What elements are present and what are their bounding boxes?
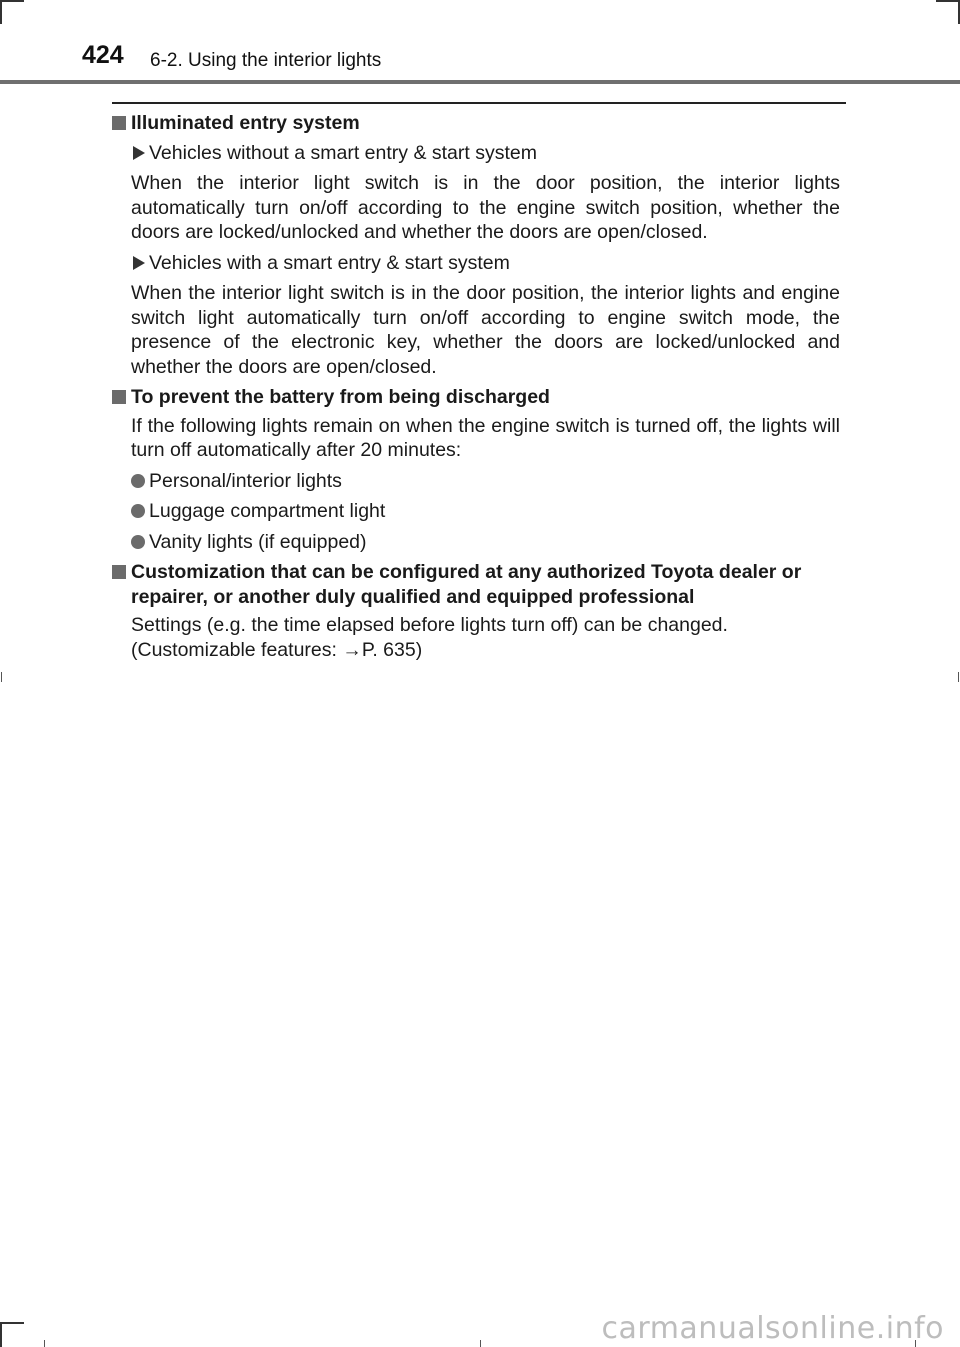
crop-mark-top-left-h	[0, 0, 24, 2]
circle-bullet-icon	[131, 504, 145, 518]
cross-reference: (Customizable features: →P. 635)	[131, 638, 423, 661]
paragraph: If the following lights remain on when the engine switch is turned off, the lights will turn off automatically after 20 minutes:	[131, 414, 840, 461]
page-number: 424	[82, 41, 124, 69]
crop-tick-left	[1, 672, 2, 682]
triangle-right-icon	[133, 146, 145, 160]
square-bullet-icon	[112, 116, 126, 130]
triangle-right-icon	[133, 256, 145, 270]
crop-mark-bottom-left-h	[0, 1322, 24, 1324]
heading-text: Customization that can be configured at any authorized Toyota dealer or repairer, or another duly qualified and equipped professional	[131, 561, 802, 608]
paragraph: Settings (e.g. the time elapsed before lights turn off) can be changed.	[131, 614, 728, 636]
crop-tick-bottom-1	[44, 1340, 45, 1347]
content-rule	[112, 102, 846, 104]
square-bullet-icon	[112, 565, 126, 579]
list-item-text: Vanity lights (if equipped)	[149, 530, 367, 553]
heading-battery	[112, 385, 846, 410]
paragraph: When the interior light switch is in the door position, the interior lights automatically turn on/off according to the engine switch position, whether the doors are locked/unlocked and whether the doors are open/closed.	[131, 172, 840, 243]
list-item	[131, 499, 846, 524]
watermark: carmanualsonline.info	[601, 1311, 944, 1346]
content	[112, 111, 846, 668]
heading-customization	[112, 560, 846, 609]
circle-bullet-icon	[131, 535, 145, 549]
subheading-text: Vehicles with a smart entry & start system	[149, 251, 510, 274]
crop-mark-top-right-h	[936, 0, 960, 2]
list-item-text: Personal/interior lights	[149, 469, 342, 492]
paragraph: When the interior light switch is in the door position, the interior lights and engine switch light automatically turn on/off according to engine switch mode, the presence of the electronic key, whether the doors are locked/unlocked and whether the doors are open/closed.	[131, 282, 840, 378]
list-item-text: Luggage compartment light	[149, 500, 386, 522]
crop-tick-bottom-2	[480, 1340, 481, 1347]
subheading-with-smart-entry	[131, 251, 846, 276]
crop-mark-top-left	[0, 0, 2, 24]
crop-mark-bottom-left	[0, 1323, 2, 1347]
header-rule	[0, 80, 960, 84]
heading-text: To prevent the battery from being discharged	[131, 386, 550, 408]
circle-bullet-icon	[131, 474, 145, 488]
subheading-text: Vehicles without a smart entry & start system	[149, 141, 537, 164]
list-item	[131, 530, 846, 555]
list-item	[131, 469, 846, 494]
crop-tick-right	[958, 672, 959, 682]
subheading-without-smart-entry	[131, 141, 846, 166]
heading-illuminated-entry	[112, 111, 846, 136]
square-bullet-icon	[112, 390, 126, 404]
section-title: 6-2. Using the interior lights	[150, 50, 382, 71]
heading-text: Illuminated entry system	[131, 112, 360, 134]
